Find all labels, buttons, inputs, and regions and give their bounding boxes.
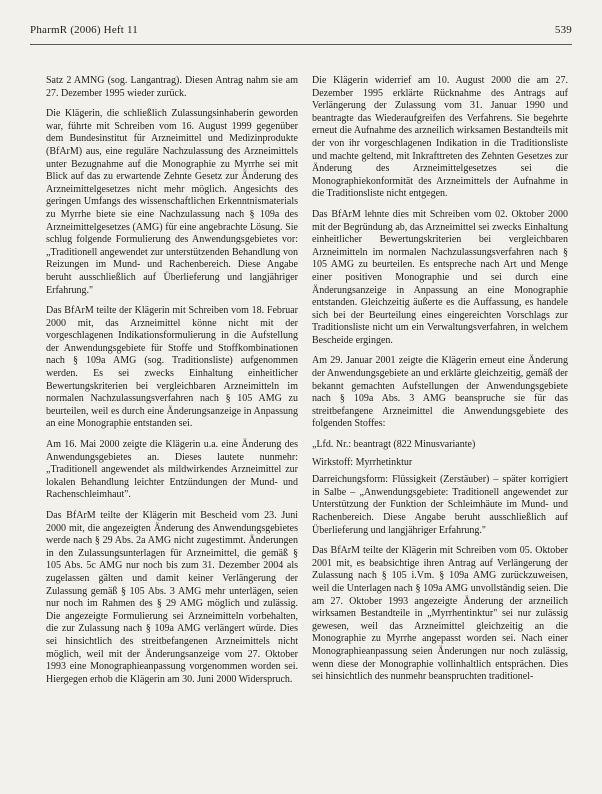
paragraph: Das BfArM teilte der Klägerin mit Schreiben vom 05. Oktober 2001 mit, es beabsichtige ihren Antrag auf Verlängerung der Zulassung nach § 105 i.Vm. § 109a AMG zurückzuweisen, weil die Unterlagen nach § 109a AMG unvollständig seien. Die am 27. Oktober 1993 angezeigte Änderung der arzneilich wirksamen Bestandteile in „Myrrhentinktur" sei nur zulässig gewesen, weil das Arzneimittel gleichzeitig an die Monographie zu Myrrhe angepasst worden sei. Nach einer Monographieanpassung seien Änderungen nur noch zulässig, wenn diese der Monographie vollinhaltlich entsprächen. Dies sei hinsichtlich des nunmehr beanspruchten traditionel-: [312, 545, 568, 683]
quoted-entry-substance: Wirkstoff: Myrrhetinktur: [312, 456, 413, 468]
paragraph: Die Klägerin widerrief am 10. August 2000 die am 27. Dezember 1995 erklärte Rücknahme des Antrags auf Verlängerung der Zulassung vom 31. Januar 1990 und beantragte das Wiederaufgreifen des Verfahrens. Sie begehrte erneut die Aufnahme des arzneilich wirksamen Bestandteils mit der von ihr vorgeschlagenen Indikation in die Traditionsliste und machte geltend, mit Inkrafttreten des Zehnten Gesetzes zur Änderung des Arzneimittelgesetzes sei die Monographiekonformität des Arzneimittels der Aufnahme in die Traditionsliste nicht entgegen.: [312, 75, 568, 200]
paragraph: Satz 2 AMNG (sog. Langantrag). Diesen Antrag nahm sie am 27. Dezember 1995 wieder zurück.: [46, 75, 298, 99]
paragraph: Das BfArM teilte der Klägerin mit Schreiben vom 18. Februar 2000 mit, das Arzneimittel könne nicht mit der vorgeschlagenen Indikationsformulierung in die Aufstellung der Anwendungsgebiete für Stoffe und Stoffkombinationen nach § 109a AMG (sog. Traditionsliste) aufgenommen werden. Es sei zwecks Einhaltung einheitlicher Bewertungskriterien bei vergleichbaren Arzneimitteln im normalen Nachzulassungsverfahren nach § 105 AMG zu beurteilen, weil es durch eine Änderungsanzeige in Anpassung an eine Monographie entstanden sei.: [46, 305, 298, 430]
paragraph: Am 16. Mai 2000 zeigte die Klägerin u.a. eine Änderung des Anwendungsgebietes an. Dieses lautete nunmehr: „Traditionell angewendet als mildwirkendes Arzneimittel zur lokalen Behandlung leichter Entzündungen der Mund- und Rachenschleimhaut".: [46, 439, 298, 501]
header-rule: [30, 44, 572, 45]
paragraph: Die Klägerin, die schließlich Zulassungsinhaberin geworden war, führte mit Schreiben vom 16. August 1999 gegenüber dem Bundesinstitut für Arzneimittel und Medizinprodukte (BfArM) aus, eine reguläre Nachzulassung des Arzneimittels unter Bezugnahme auf die Monographie zu Myrrhe sei mit Blick auf das zu erwartende Zehnte Gesetz zur Änderung des Arzneimittelgesetzes nicht mehr möglich. Angesichts des geringen Umfangs des wissenschaftlichen Erkenntnismaterials zu Myrrhe biete sie eine Nachzulassung nach § 109a des Arzneimittelgesetzes (AMG) für eine angebrachte Lösung. Sie schlug folgende Formulierung des Anwendungsgebietes vor: „Traditionell angewendet zur unterstützenden Behandlung von Reizungen im Mund- und Rachenbereich. Diese Angabe beruht ausschließlich auf Überlieferung und langjähriger Erfahrung.": [46, 108, 298, 296]
paragraph: Das BfArM teilte der Klägerin mit Bescheid vom 23. Juni 2000 mit, die angezeigten Änderung des Anwendungsgebietes werde nach § 29 Abs. 2a AMG nicht zugestimmt. Änderungen in den Zulassungsunterlagen für Arzneimittel, die gemäß § 105 Abs. 5c AMG nur noch bis zum 31. Dezember 2004 als zugelassen gälten und damit keiner Verlängerung der Zulassung gemäß § 105 Abs. 3 AMG mehr unterlägen, seien nur noch im Rahmen des § 29 AMG möglich und zulässig. Die angezeigte Formulierung sei Arzneimitteln vorbehalten, die zur Zulassung nach § 109a AMG verlängert würde. Dies sei hinsichtlich des streitbefangenen Arzneimittels nicht möglich, weil mit der Änderungsanzeige vom 27. Oktober 1993 eine Monographieanpassung vorgenommen worden sei. Hiergegen erhob die Klägerin am 30. Juni 2000 Widerspruch.: [46, 510, 298, 685]
quoted-entry-number: „Lfd. Nr.: beantragt (822 Minusvariante): [312, 439, 476, 451]
running-header: [30, 24, 572, 42]
paragraph: Am 29. Januar 2001 zeigte die Klägerin erneut eine Änderung der Anwendungsgebiete an und erklärte gleichzeitig, gemäß der bekannt gemachten Aufstellungen der Anwendungsgebiete nach § 109a Abs. 3 AMG beanspruche sie für das streitbefangene Arzneimittel die Anwendungsgebiete des folgenden Stoffes:: [312, 355, 568, 430]
left-column: [46, 75, 298, 694]
paragraph: Das BfArM lehnte dies mit Schreiben vom 02. Oktober 2000 mit der Begründung ab, das Arzneimittel sei zwecks Einhaltung einheitlicher Bewertungskriterien bei vergleichbaren Arzneimitteln im normalen Nachzulassungsverfahren nach § 105 AMG zu beurteilen. Es entspreche nach Art und Menge einer positiven Monographie und sei durch eine Änderungsanzeige in Anpassung an eine Monographie entstanden. Gleichzeitig äußerte es die Auffassung, es handele sich bei der Beurteilung eines eingereichten Vorschlags zur Traditionsliste nicht um ein Verwaltungsverfahren, in welchem Bescheide ergingen.: [312, 208, 568, 346]
journal-citation: PharmR (2006) Heft 11: [30, 24, 138, 36]
right-column: [312, 75, 568, 692]
quoted-entry-indication: Darreichungsform: Flüssigkeit (Zerstäuber) – später korrigiert in Salbe – „Anwendungsgebiete: Traditionell angewendet zur Unterstützung der Funktion der Schleimhäute im Mund- und Rachenbereich. Diese Angabe beruht ausschließlich auf Überlieferung und langjähriger Erfahrung.": [312, 474, 568, 536]
page-number: 539: [554, 24, 572, 36]
